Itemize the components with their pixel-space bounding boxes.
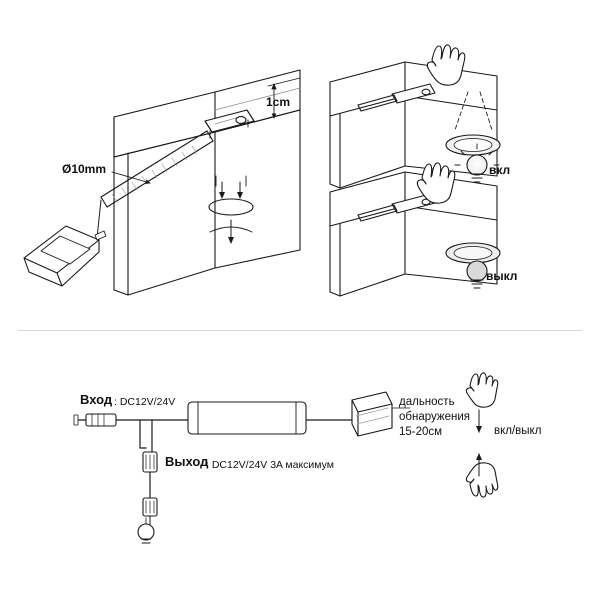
hand-icon-down [466, 463, 497, 497]
input-label: Вход [80, 392, 113, 407]
hand-icon-up [466, 373, 497, 407]
panel-on-drawing [330, 45, 500, 188]
state-label-off: выкл [486, 269, 518, 283]
input-value: : DC12V/24V [114, 396, 176, 408]
drill-hole [209, 176, 253, 243]
output-value: : DC12V/24V 3A максимум [206, 459, 334, 471]
toggle-label: вкл/выкл [494, 425, 542, 437]
detection-title: дальность [399, 396, 455, 408]
detection-range: 15-20см [399, 426, 443, 438]
driver-box [24, 200, 106, 286]
output-label: Выход [165, 454, 209, 469]
hole-diameter-leader [112, 172, 150, 183]
depth-label: 1cm [266, 95, 291, 109]
state-label-on: вкл [489, 163, 511, 177]
bulb-off-icon [467, 261, 487, 288]
detection-title-2: обнаружения [399, 411, 470, 423]
section-divider [18, 330, 582, 331]
hand-icon-on [427, 45, 464, 85]
hole-diameter-label: Ø10mm [62, 162, 107, 176]
led-strip [101, 131, 213, 207]
